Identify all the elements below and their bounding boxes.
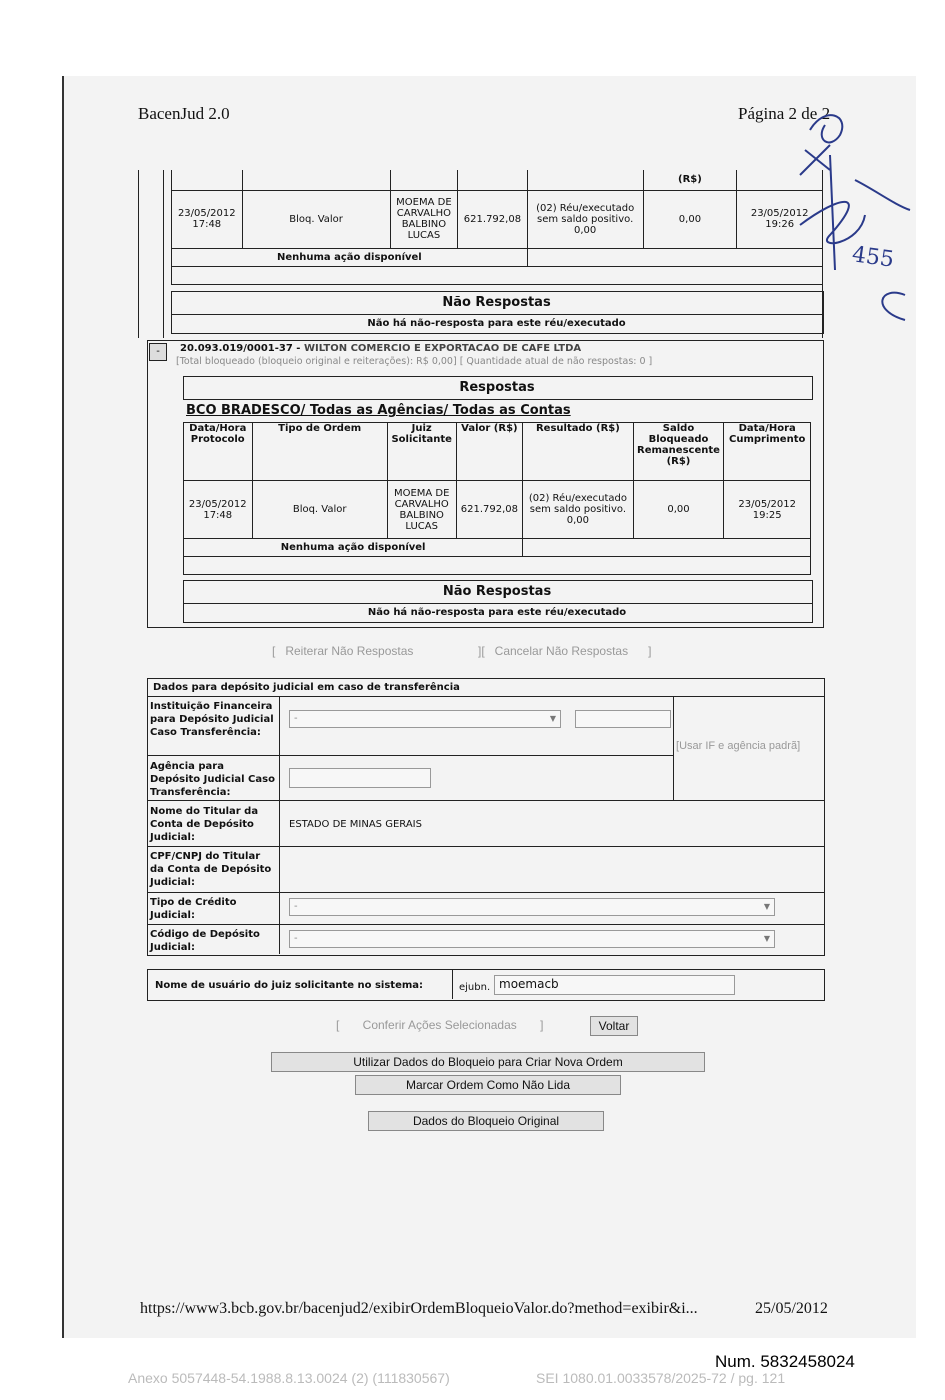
- code-select[interactable]: - ▼: [289, 930, 775, 948]
- credit-label: Tipo de Crédito Judicial:: [150, 897, 237, 921]
- inst-select[interactable]: - ▼: [289, 710, 561, 728]
- code-label: Código de Depósito Judicial:: [150, 929, 260, 953]
- no-responses-text: Não há não-resposta para este réu/executado: [367, 607, 627, 618]
- no-action: Nenhuma ação disponível: [172, 248, 528, 266]
- voltar-button[interactable]: Voltar: [590, 1016, 638, 1036]
- no-responses-title: Não Respostas: [442, 295, 551, 310]
- bank-line[interactable]: BCO BRADESCO/ Todas as Agências/ Todas as Contas: [186, 403, 571, 418]
- top-response-table: [171, 170, 823, 285]
- credit-select[interactable]: - ▼: [289, 898, 775, 916]
- entity-totals: [Total bloqueado (bloqueio original e reiterações): R$ 0,00] [ Quantidade atual de não respostas: 0 ]: [176, 356, 653, 367]
- use-default-button[interactable]: [Usar IF e agência padrã]: [676, 740, 801, 752]
- no-responses-title: Não Respostas: [442, 584, 552, 599]
- no-action: Nenhuma ação disponível: [184, 539, 523, 557]
- handwritten-signature-icon: [770, 95, 940, 335]
- document-number: Num. 5832458024: [715, 1352, 855, 1371]
- inner-border-left: [163, 170, 164, 338]
- time: 17:48: [192, 219, 222, 230]
- table-row: 23/05/2012 17:48 Bloq. Valor MOEMA DE CARVALHO BALBINO LUCAS 621.792,08 (02) Réu/executado sem saldo positivo. 0,00 0,00 23/05/2012 19:26: [172, 190, 823, 248]
- cpf-label: CPF/CNPJ do Titular da Conta de Depósito Judicial:: [150, 851, 272, 888]
- inst-label: Instituição Financeira para Depósito Judicial Caso Transferência:: [150, 701, 274, 738]
- cancelar-button[interactable]: ][ Cancelar Não Respostas ]: [478, 644, 652, 658]
- agency-input[interactable]: [289, 768, 431, 788]
- page-number: Página 2 de 2: [738, 104, 831, 123]
- footer-url: https://www3.bcb.gov.br/bacenjud2/exibirOrdemBloqueioValor.do?method=exibir&i...: [140, 1300, 698, 1317]
- app-title: BacenJud 2.0: [138, 104, 230, 123]
- entity-cnpj: 20.093.019/0001-37: [180, 343, 293, 354]
- col-header-rs: (R$): [643, 170, 737, 190]
- utilizar-button[interactable]: Utilizar Dados do Bloqueio para Criar Nova Ordem: [271, 1052, 705, 1072]
- balance: 0,00: [643, 190, 737, 248]
- user-prefix: ejubn.: [459, 982, 491, 993]
- holder-value: ESTADO DE MINAS GERAIS: [289, 819, 422, 830]
- marcar-button[interactable]: Marcar Ordem Como Não Lida: [355, 1075, 621, 1095]
- holder-label: Nome do Titular da Conta de Depósito Judicial:: [150, 806, 259, 843]
- dados-button[interactable]: Dados do Bloqueio Original: [368, 1111, 604, 1131]
- anexo-stamp: Anexo 5057448-54.1988.8.13.0024 (2) (111830567): [128, 1370, 450, 1386]
- deposit-title: Dados para depósito judicial em caso de transferência: [153, 682, 460, 693]
- responses-title: Respostas: [459, 380, 535, 395]
- outer-border-left: [138, 170, 139, 338]
- conferir-button[interactable]: [ Conferir Ações Selecionadas ]: [336, 1018, 544, 1032]
- entity-name: WILTON COMERCIO E EXPORTACAO DE CAFE LTDA: [303, 343, 582, 354]
- order-type: Bloq. Valor: [242, 190, 390, 248]
- inst-code-input[interactable]: [575, 710, 671, 728]
- table-row: 23/05/2012 17:48 Bloq. Valor MOEMA DE CARVALHO BALBINO LUCAS 621.792,08 (02) Réu/executado sem saldo positivo. 0,00 0,00 23/05/2012 19:25: [184, 481, 811, 539]
- date: 23/05/2012: [177, 208, 236, 219]
- user-input[interactable]: moemacb: [494, 975, 735, 995]
- value: 621.792,08: [458, 190, 528, 248]
- no-responses-text: Não há não-resposta para este réu/executado: [367, 318, 626, 329]
- reiterar-button[interactable]: [ Reiterar Não Respostas: [272, 644, 414, 658]
- user-label: Nome de usuário do juiz solicitante no sistema:: [155, 980, 424, 991]
- footer-date: 25/05/2012: [755, 1300, 828, 1317]
- collapse-toggle[interactable]: -: [149, 343, 167, 361]
- responses-table: Data/Hora Protocolo Tipo de Ordem Juiz Solicitante Valor (R$) Resultado (R$) Saldo Bloqueado Remanescente (R$) Data/Hora Cumprimento 23/05/2012 17:48 Bloq. Valor MOEMA DE CARVALHO BALBINO LUCAS 621.792,08 (02) Réu/executado sem saldo positivo. 0,00 0,00 23/05/2012 19:25 Nenhuma ação disponível: [183, 422, 811, 575]
- sei-stamp: SEI 1080.01.0033578/2025-72 / pg. 121: [536, 1370, 786, 1386]
- agency-label: Agência para Depósito Judicial Caso Transferência:: [150, 761, 275, 798]
- handwritten-number: 455: [850, 242, 896, 273]
- judge: MOEMA DE CARVALHO BALBINO LUCAS: [390, 190, 458, 248]
